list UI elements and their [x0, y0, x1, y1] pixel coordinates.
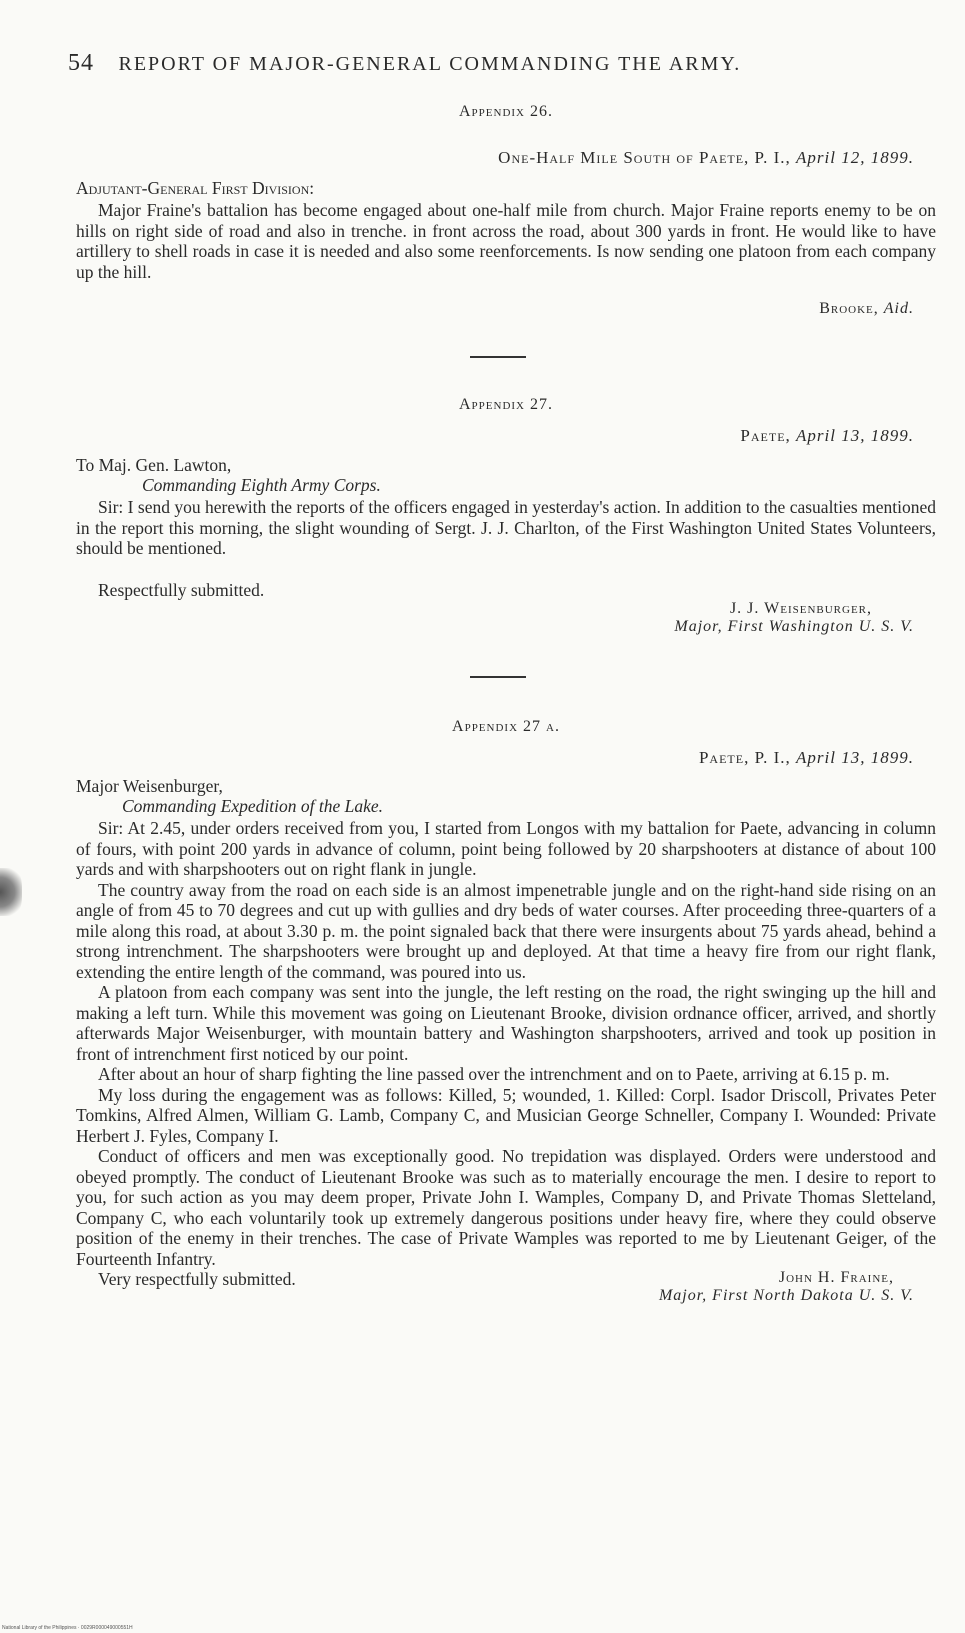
appendix-27a-signature-title: Major, First North Dakota U. S. V.: [658, 1287, 914, 1304]
appendix-27-to-sub: Commanding Eighth Army Corps.: [142, 475, 381, 495]
appendix-27a-to-sub: Commanding Expedition of the Lake.: [122, 796, 384, 816]
appendix-27a-heading: Appendix 27 a.: [452, 718, 560, 735]
appendix-27a-closing: Very respectfully submitted.: [98, 1269, 296, 1289]
page-number: 54: [68, 50, 94, 76]
section-divider: [470, 356, 526, 358]
appendix-27a-paragraph: My loss during the engagement was as follows: Killed, 5; wounded, 1. Killed: Corpl. Isador Driscoll, Privates Peter Tomkins, Alfred Almen, William G. Lamb, Company C, and Musician George Schneller, Company I. Wounded: Private Herbert J. Fyles, Company I.: [76, 1084, 936, 1146]
appendix-27a-dateline-place: Paete, P. I.,: [698, 748, 791, 767]
appendix-27-signature-title: Major, First Washington U. S. V.: [674, 618, 914, 635]
appendix-26-signature-title: Aid.: [883, 300, 914, 317]
running-title: REPORT OF MAJOR-GENERAL COMMANDING THE ARMY.: [118, 53, 742, 75]
appendix-26-heading: Appendix 26.: [458, 103, 553, 120]
appendix-27-to-line: To Maj. Gen. Lawton,: [76, 455, 232, 475]
appendix-27-signature: [76, 600, 914, 636]
appendix-26-addressee: Adjutant-General First Division:: [76, 178, 315, 198]
appendix-26-dateline-place: One-Half Mile South of Paete, P. I.,: [498, 148, 791, 167]
appendix-27a-body: [76, 818, 936, 1311]
appendix-27-signature-name: J. J. Weisenburger,: [729, 600, 872, 617]
appendix-27-dateline: [76, 426, 914, 446]
appendix-27a-paragraph: The country away from the road on each side is an almost impenetrable jungle and on the right-hand side rising on an angle of from 45 to 70 degrees and cut up with gullies and dry beds of water courses. After proceeding three-quarters of a mile along this road, at about 3.30 p. m. the point signaled back that there were insurgents about 75 yards ahead, behind a strong intrenchment. The sharpshooters were brought up and deployed. At that time a heavy fire from our right flank, extending the entire length of the command, was poured into us.: [76, 879, 936, 982]
appendix-26-dateline: [76, 148, 914, 168]
appendix-26-dateline-date: April 12, 1899.: [796, 148, 914, 167]
appendix-27-dateline-place: Paete,: [740, 426, 791, 445]
appendix-27a-signature: [659, 1269, 914, 1305]
appendix-27-dateline-date: April 13, 1899.: [796, 426, 914, 445]
appendix-27a-dateline: [76, 748, 914, 768]
appendix-27-closing: Respectfully submitted.: [98, 580, 265, 600]
running-header: [68, 50, 928, 77]
appendix-27a-paragraph: Conduct of officers and men was exceptionally good. No trepidation was displayed. Orders were understood and obeyed promptly. The conduct of Lieutenant Brooke was such as to materially encourage the men. I desire to report to you, for such action as you may deem proper, Private John I. Wamples, Company D, and Private Thomas Sletteland, Company C, who each voluntarily took up extremely dangerous positions under heavy fire, where they could observe position of the enemy in their trenches. The case of Private Wamples was reported to me by Lieutenant Geiger, of the Fourteenth Infantry.: [76, 1146, 936, 1269]
page-smudge: [0, 868, 22, 916]
appendix-26-signature-name: Brooke,: [819, 300, 879, 317]
appendix-27a-dateline-date: April 13, 1899.: [796, 748, 914, 767]
appendix-27a-closing-block: [76, 1269, 936, 1311]
appendix-27a-paragraph: Sir: At 2.45, under orders received from you, I started from Longos with my battalion for Paete, advancing in column of fours, with point 200 yards in advance of column, point being followed by 20 sharpshooters at distance of about 100 yards and with sharpshooters out on right flank in jungle.: [76, 818, 936, 879]
appendix-27a-addressee: [76, 776, 936, 816]
appendix-27-heading: Appendix 27.: [458, 396, 553, 413]
appendix-27a-paragraph: A platoon from each company was sent into the jungle, the left resting on the road, the right swinging up the hill and making a left turn. While this movement was going on Lieutenant Brooke, division ordnance officer, arrived, and shortly afterwards Major Weisenburger, with mountain battery and Washington sharpshooters, arrived and took up position in front of intrenchment first noticed by our point.: [76, 982, 936, 1064]
appendix-26-signature: [76, 300, 914, 318]
appendix-27-body: Sir: I send you herewith the reports of the officers engaged in yesterday's action. In addition to the casualties mentioned in the report this morning, the slight wounding of Sergt. J. J. Charlton, of the First Washington United States Volunteers, should be mentioned.: [76, 497, 936, 558]
appendix-27a-paragraph: After about an hour of sharp fighting the line passed over the intrenchment and on to Paete, arriving at 6.15 p. m.: [98, 1064, 890, 1084]
appendix-27a-to-line: Major Weisenburger,: [76, 776, 223, 796]
appendix-27-addressee: [76, 455, 936, 495]
section-divider: [470, 676, 526, 678]
appendix-27a-signature-name: John H. Fraine,: [778, 1269, 894, 1286]
scan-footer: National Library of the Philippines · 0029R000049000551H: [2, 1625, 133, 1631]
appendix-26-body: Major Fraine's battalion has become engaged about one-half mile from church. Major Fraine reports enemy to be on hills on right side of road and also in trenche. in front across the road, about 300 yards in front. He would like to have artillery to shell roads in case it is needed and also some reenforcements. Is now sending one platoon from each company up the hill.: [76, 200, 936, 282]
